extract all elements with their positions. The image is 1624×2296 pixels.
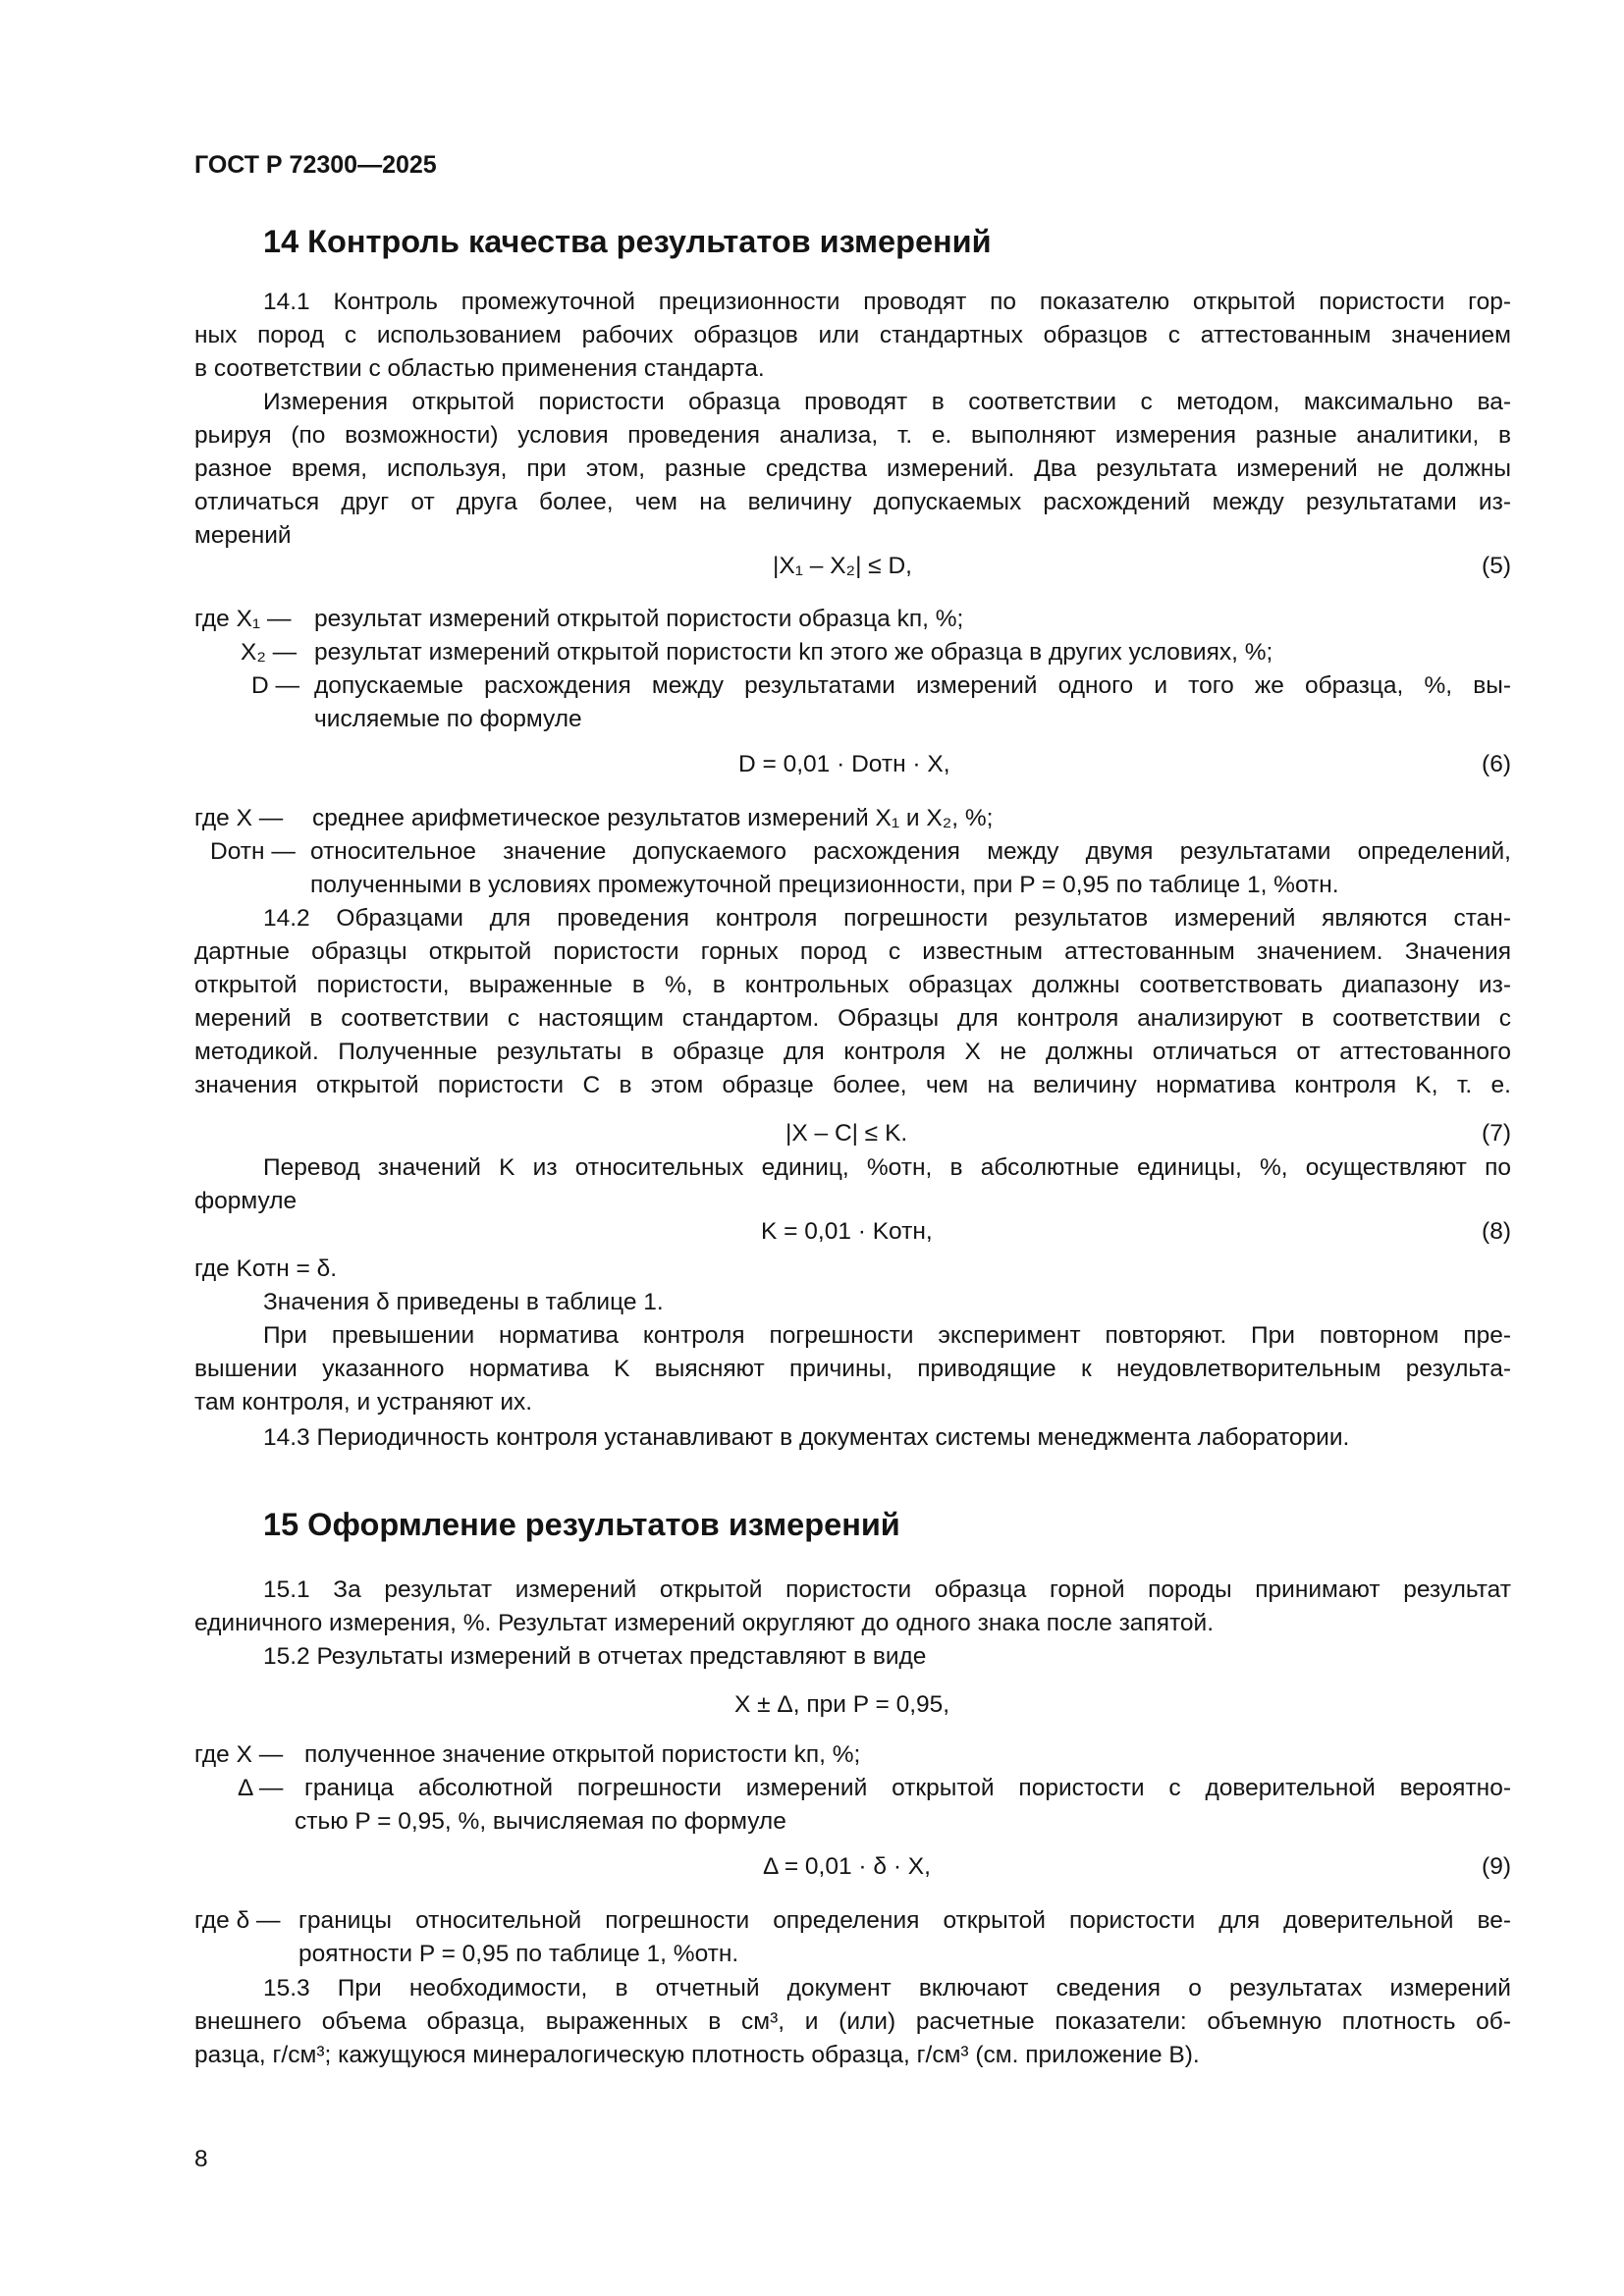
where6-term-dotn: Dотн — (210, 838, 296, 865)
equation-5-number: (5) (1482, 553, 1511, 579)
p14-2-line-1: 14.2 Образцами для проведения контроля погрешности результатов измерений являются стан- (263, 905, 1511, 932)
p15-1-line-1: 15.1 За результат измерений открытой пористости образца горной породы принимают результат (263, 1576, 1511, 1603)
p15-1-line-2: единичного измерения, %. Результат измерений округляют до одного знака после запятой. (194, 1610, 1215, 1636)
equation-7: |X – C| ≤ K. (785, 1120, 908, 1147)
where9-def-line-2: роятности P = 0,95 по таблице 1, %отн. (298, 1941, 739, 1967)
where-result-term-delta: Δ — (238, 1775, 284, 1801)
where5-term-d: D — (251, 672, 299, 699)
p-exceed-line-1: При превышении норматива контроля погрешности эксперимент повторяют. При повторном пре- (263, 1322, 1511, 1349)
where6-def-dotn-line-2: полученными в условиях промежуточной прецизионности, при P = 0,95 по таблице 1, %отн. (310, 872, 1339, 898)
equation-8-number: (8) (1482, 1218, 1511, 1245)
standard-code-header: ГОСТ Р 72300—2025 (194, 151, 437, 179)
p-exceed-line-2: вышении указанного норматива K выясняют причины, приводящие к неудовлетворительным результа- (194, 1356, 1511, 1382)
p15-3-line-2: внешнего объема образца, выраженных в см³, и (или) расчетные показатели: объемную плотность об- (194, 2008, 1511, 2035)
equation-9-number: (9) (1482, 1853, 1511, 1880)
where5-term-x2: X₂ — (241, 639, 298, 666)
p14-2-line-5: методикой. Полученные результаты в образце для контроля X не должны отличаться от аттестованного (194, 1039, 1511, 1065)
p2-line-4: отличаться друг от друга более, чем на величину допускаемых расхождений между результатами из- (194, 489, 1511, 515)
p15-2: 15.2 Результаты измерений в отчетах представляют в виде (263, 1643, 927, 1670)
p2-line-2: рьируя (по возможности) условия проведения анализа, т. е. выполняют измерения разные аналитики, в (194, 422, 1511, 449)
p2-line-3: разное время, используя, при этом, разные средства измерений. Два результата измерений не должны (194, 455, 1511, 482)
p14-3: 14.3 Периодичность контроля устанавливают в документах системы менеджмента лаборатории. (263, 1424, 1350, 1451)
where-result-def-delta-line-2: стью P = 0,95, %, вычисляемая по формуле (295, 1808, 786, 1835)
where8-text: где Kотн = δ. (194, 1255, 338, 1282)
equation-result: X ± Δ, при P = 0,95, (734, 1691, 950, 1718)
section-14-heading: 14 Контроль качества результатов измерений (263, 224, 992, 259)
section-15-heading: 15 Оформление результатов измерений (263, 1507, 900, 1542)
equation-9: Δ = 0,01 · δ · X, (763, 1853, 931, 1880)
p14-1-line-1: 14.1 Контроль промежуточной прецизионности проводят по показателю открытой пористости гор- (263, 289, 1511, 315)
p-convert-line-2: формуле (194, 1188, 298, 1214)
equation-8: K = 0,01 · Kотн, (761, 1218, 933, 1245)
equation-6: D = 0,01 · Dотн · X, (738, 751, 950, 777)
p-exceed-line-3: там контроля, и устраняют их. (194, 1389, 533, 1415)
p14-2-line-4: мерений в соответствии с настоящим стандартом. Образцы для контроля анализируют в соответствии с (194, 1005, 1511, 1032)
where9-def-line-1: границы относительной погрешности определения открытой пористости для доверительной ве- (298, 1907, 1511, 1934)
p14-2-line-3: открытой пористости, выраженные в %, в контрольных образцах должны соответствовать диапазону из- (194, 972, 1511, 998)
p2-line-1: Измерения открытой пористости образца проводят в соответствии с методом, максимально ва- (263, 389, 1511, 415)
p-convert-line-1: Перевод значений K из относительных единиц, %отн, в абсолютные единицы, %, осуществляют по (263, 1154, 1511, 1181)
where-result-term-x: где X — (194, 1741, 284, 1768)
where5-def-x1: результат измерений открытой пористости образца kп, %; (314, 606, 964, 632)
delta-note: Значения δ приведены в таблице 1. (263, 1289, 664, 1315)
where5-def-d-line-1: допускаемые расхождения между результатами измерений одного и того же образца, %, вы- (314, 672, 1511, 699)
where9-term-delta: где δ — (194, 1907, 281, 1934)
p15-3-line-1: 15.3 При необходимости, в отчетный документ включают сведения о результатах измерений (263, 1975, 1511, 2002)
p14-1-line-3: в соответствии с областью применения стандарта. (194, 355, 765, 382)
p2-line-5: мерений (194, 522, 292, 549)
where-result-def-x: полученное значение открытой пористости kп, %; (304, 1741, 861, 1768)
where6-def-dotn-line-1: относительное значение допускаемого расхождения между двумя результатами определений, (310, 838, 1511, 865)
p14-1-line-2: ных пород с использованием рабочих образцов или стандартных образцов с аттестованным значением (194, 322, 1511, 348)
p14-2-line-6: значения открытой пористости C в этом образце более, чем на величину норматива контроля K, т. е. (194, 1072, 1511, 1098)
where-result-def-delta-line-1: граница абсолютной погрешности измерений открытой пористости с доверительной вероятно- (304, 1775, 1511, 1801)
p15-3-line-3: разца, г/см³; кажущуюся минералогическую плотность образца, г/см³ (см. приложение В). (194, 2042, 1200, 2068)
page-number: 8 (194, 2146, 208, 2172)
equation-5: |X₁ – X₂| ≤ D, (773, 553, 912, 579)
equation-7-number: (7) (1482, 1120, 1511, 1147)
where5-term-x1: где X₁ — (194, 606, 292, 632)
p14-2-line-2: дартные образцы открытой пористости горных пород с известным аттестованным значением. Значения (194, 938, 1511, 965)
where5-def-d-line-2: числяемые по формуле (314, 706, 582, 732)
where6-def-x: среднее арифметическое результатов измерений X₁ и X₂, %; (312, 805, 994, 831)
equation-6-number: (6) (1482, 751, 1511, 777)
where5-def-x2: результат измерений открытой пористости kп этого же образца в других условиях, %; (314, 639, 1273, 666)
where6-term-x: где X — (194, 805, 284, 831)
